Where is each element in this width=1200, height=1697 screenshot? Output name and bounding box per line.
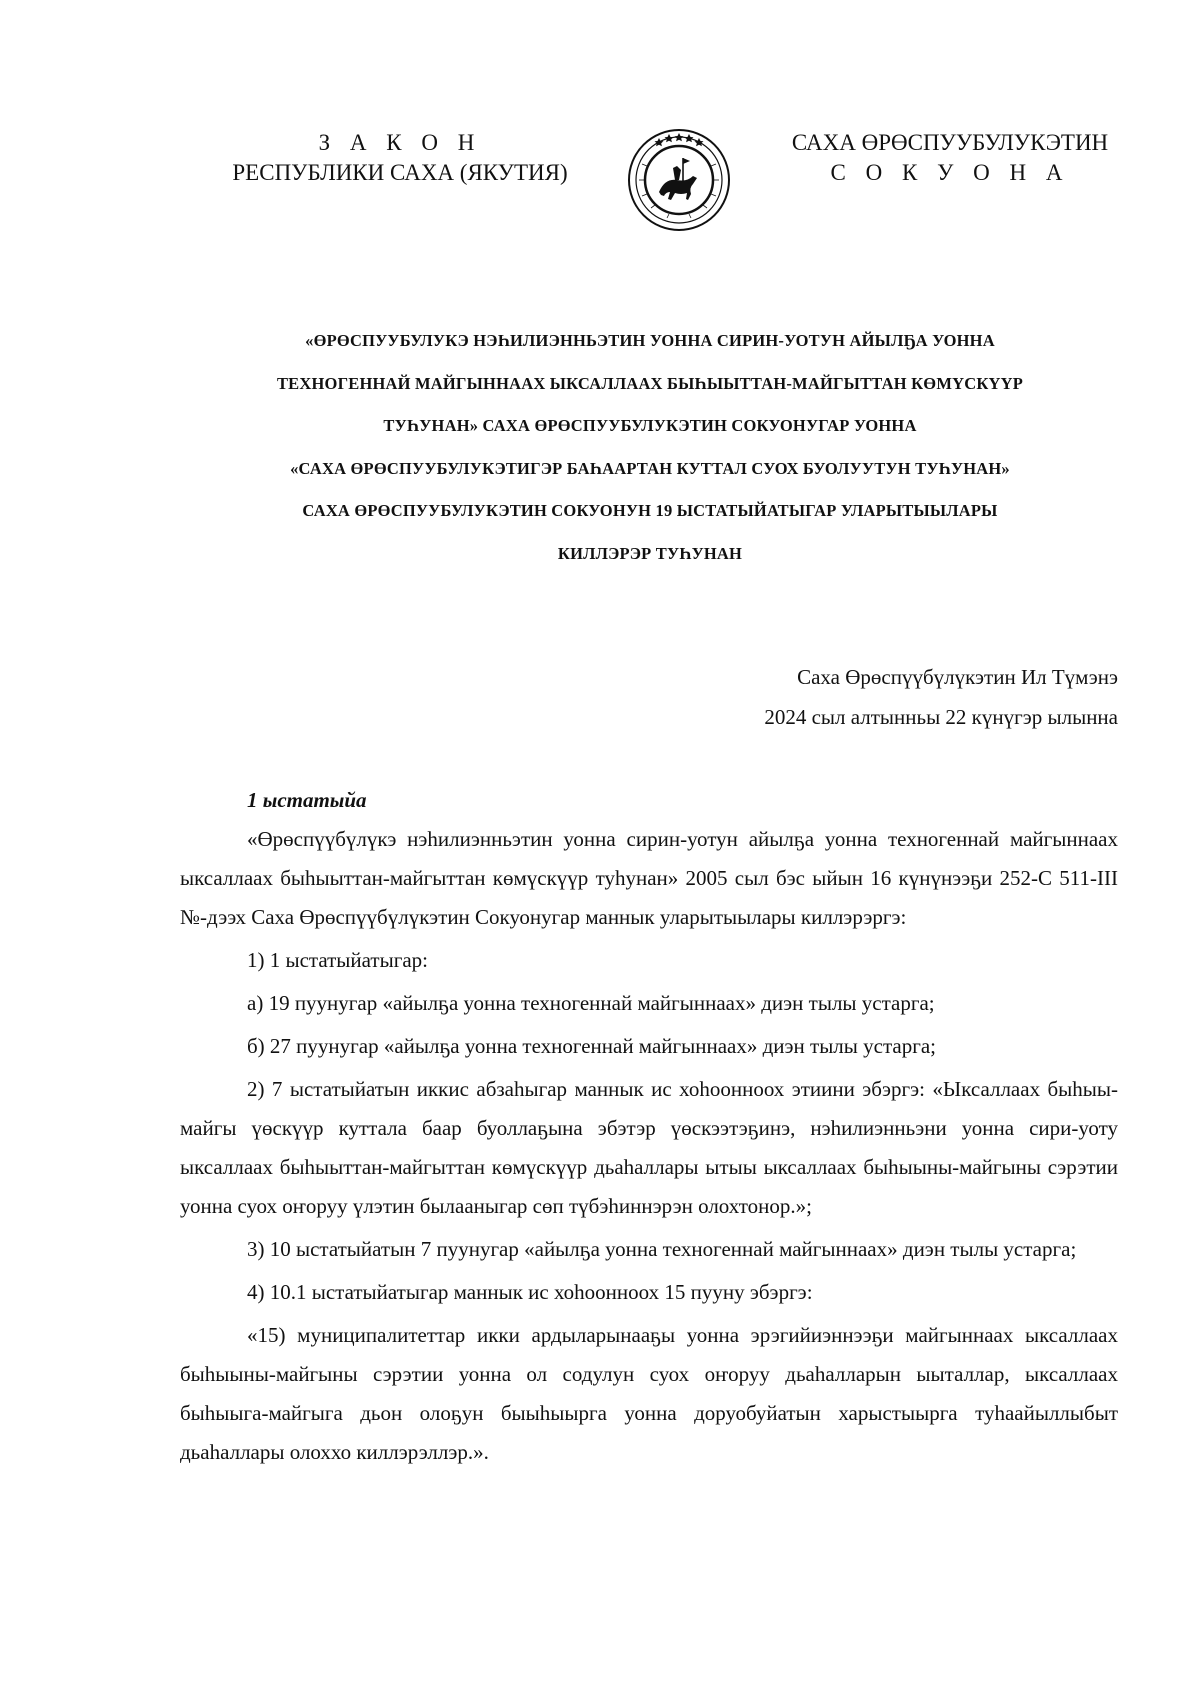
article-paragraph: 4) 10.1 ыстатыйатыгар маннык ис хоһоонноох 15 пууну эбэргэ: (247, 1280, 813, 1304)
law-title-line: «ӨРӨСПУУБУЛУКЭ НЭҺИЛИЭННЬЭТИН УОННА СИРИН-УОТУН АЙЫЛҔА УОННА (305, 331, 995, 350)
header-left-line1: З А К О Н (318, 130, 482, 155)
adopting-body: Саха Өрөспүүбүлүкэтин Ил Түмэнэ (797, 665, 1118, 689)
law-title-line: САХА ӨРӨСПУУБУЛУКЭТИН СОКУОНУН 19 ЫСТАТЫЙАТЫГАР УЛАРЫТЫЫЛАРЫ (302, 501, 998, 520)
header-left-line2: РЕСПУБЛИКИ САХА (ЯКУТИЯ) (232, 160, 568, 185)
article-paragraph: 2) 7 ыстатыйатын иккис абзаһыгар маннык ис хоһоонноох этиини эбэргэ: «Ыксаллаах быһыы-майгы үөскүүр куттала баар буоллаҕына эбэтэр үөскээтэҕинэ, нэһилиэнньэни уонна сири-уоту ыксаллаах быһыыттан-майгыттан көмүскүүр дьаһаллары ытыы ыксаллаах быһыыны-майгыны сэрэтии уонна суох оҥоруу үлэтин былааныгар сөп түбэһиннэрэн олохтонор.»; (180, 1077, 1118, 1218)
article-paragraph: «Өрөспүүбүлүкэ нэһилиэнньэтин уонна сирин-уотун айылҕа уонна техногеннай майгыннаах ыксаллаах быһыыттан-майгыттан көмүскүүр туһунан» 2005 сыл бэс ыйын 16 күнүнээҕи 252-С 511-III №-дээх Саха Өрөспүүбүлүкэтин Сокуонугар маннык уларытыылары киллэрэргэ: (180, 827, 1118, 929)
article-paragraph: 3) 10 ыстатыйатын 7 пуунугар «айылҕа уонна техногеннай майгыннаах» диэн тылы устарга; (247, 1237, 1077, 1261)
header-right-line1: САХА ӨРӨСПУУБУЛУКЭТИН (791, 130, 1109, 155)
law-title-line: «САХА ӨРӨСПУУБУЛУКЭТИГЭР БАҺААРТАН КУТТАЛ СУОХ БУОЛУУТУН ТУҺУНАН» (290, 458, 1010, 478)
adoption-date: 2024 сыл алтынньы 22 күнүгэр ылынна (764, 705, 1118, 729)
article-heading: 1 ыстатыйа (247, 788, 367, 812)
law-title-line: КИЛЛЭРЭР ТУҺУНАН (557, 543, 743, 563)
article-paragraph: б) 27 пуунугар «айылҕа уонна техногеннай майгыннаах» диэн тылы устарга; (247, 1034, 936, 1058)
header-right-line2: С О К У О Н А (830, 160, 1070, 185)
article-paragraph: а) 19 пуунугар «айылҕа уонна техногеннай майгыннаах» диэн тылы устарга; (247, 991, 935, 1015)
law-title (200, 320, 1100, 575)
header-left (220, 128, 580, 188)
header-right (770, 128, 1130, 188)
adoption-block (764, 657, 1118, 737)
article-paragraph: «15) муниципалитеттар икки ардыларынааҕы уонна эрэгийиэннээҕи майгыннаах ыксаллаах быһыыны-майгыны сэрэтии уонна ол содулун суох оҥоруу дьаһалларын ыыталлар, ыксаллаах быһыыга-майгыга дьон олоҕун быыһыырга уонна доруобуйатын харыстыырга туһаайыллыбыт дьаһаллары олоххо киллэрэллэр.». (180, 1323, 1118, 1464)
law-title-line: ТЕХНОГЕННАЙ МАЙГЫННААХ ЫКСАЛЛААХ БЫҺЫЫТТАН-МАЙГЫТТАН КӨМҮСКҮҮР (276, 373, 1024, 393)
article-paragraph: 1) 1 ыстатыйатыгар: (247, 948, 428, 972)
article-content (180, 780, 1118, 1476)
law-title-line: ТУҺУНАН» САХА ӨРӨСПУУБУЛУКЭТИН СОКУОНУГАР УОННА (383, 416, 917, 435)
coat-of-arms-emblem (627, 128, 731, 232)
